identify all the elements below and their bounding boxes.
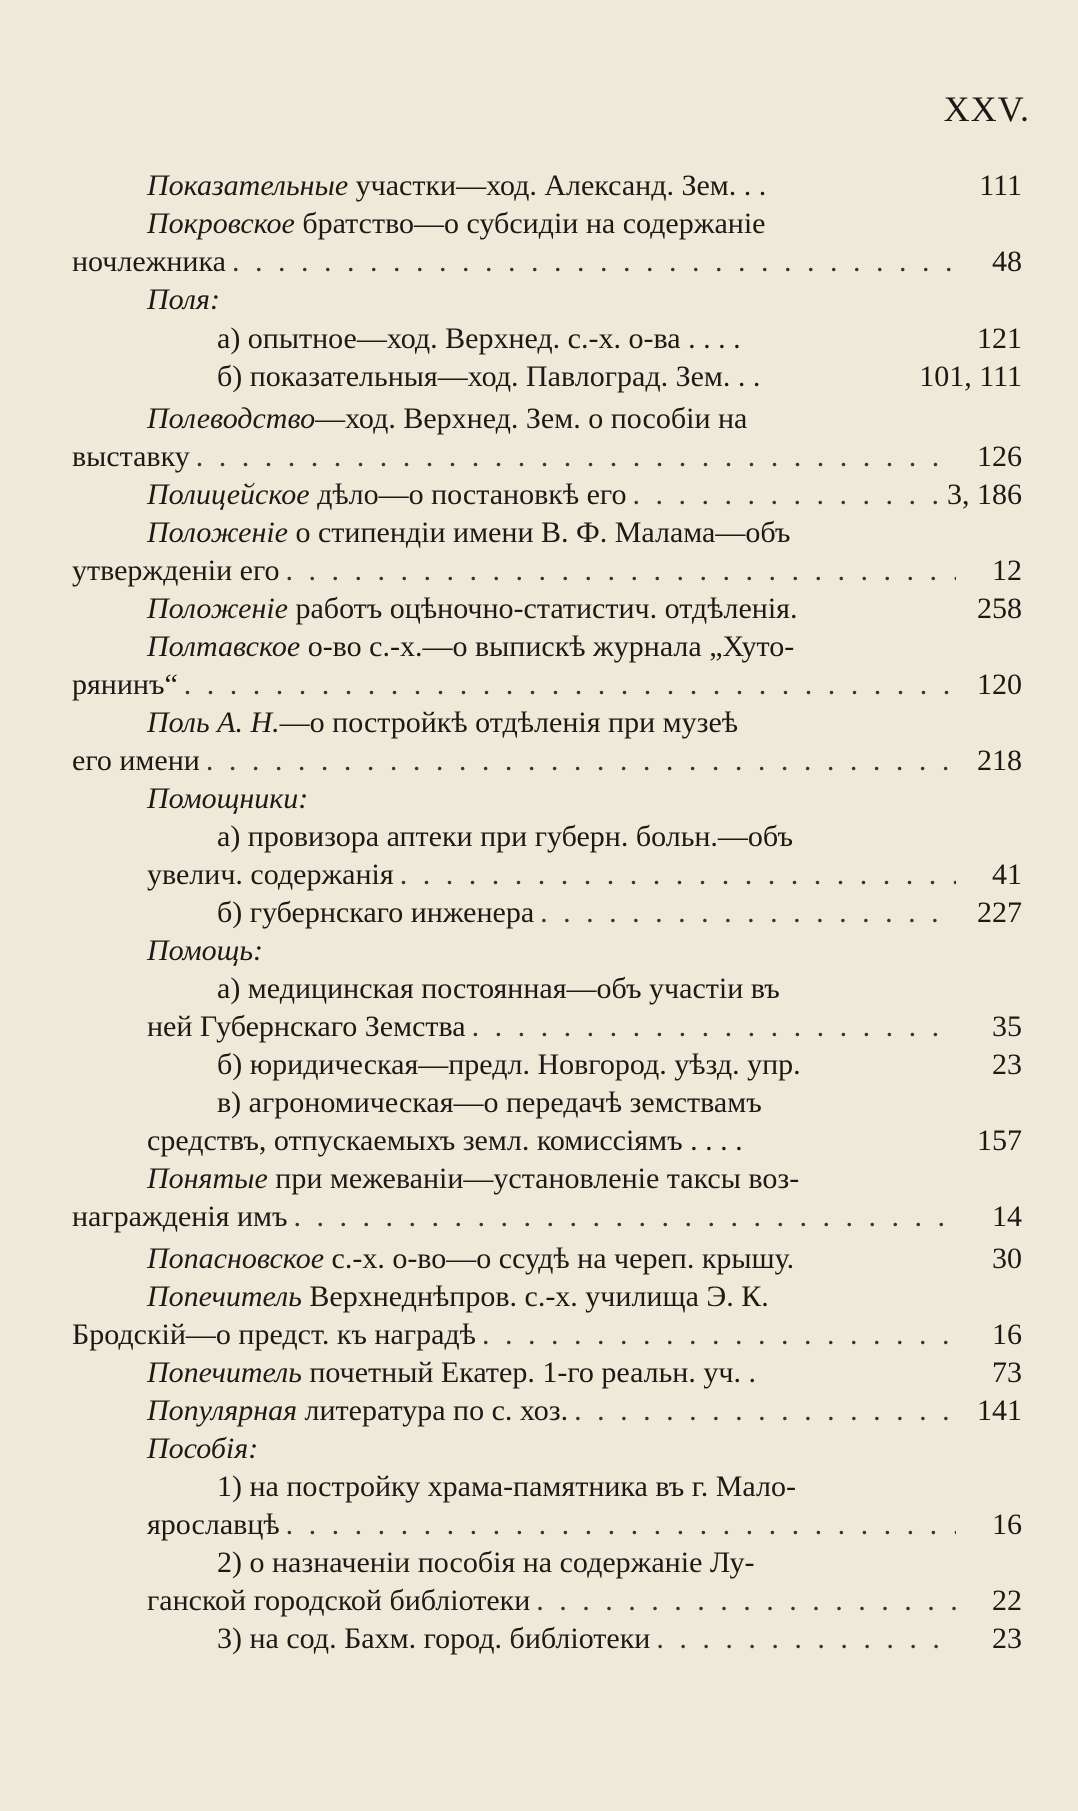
entry-line [72, 590, 1022, 628]
page-reference: 16 [992, 1318, 1022, 1351]
entry-description: б) показательныя—ход. Павлоград. Зем. . . [217, 360, 761, 393]
index-entry [72, 1354, 1022, 1392]
entry-description: о стипендіи имени В. Ф. Малама—объ [287, 516, 791, 549]
entry-description: а) провизора аптеки при губерн. больн.—объ [217, 820, 793, 853]
entry-text [147, 1582, 530, 1620]
index-entry [72, 590, 1022, 628]
page-reference: 3, 186 [947, 478, 1022, 511]
entry-keyword: Положеніе [147, 592, 288, 625]
entry-description: братство—о субсидіи на содержаніе [294, 207, 766, 240]
entry-text [147, 1160, 799, 1198]
entry-keyword: Пособія: [147, 1432, 259, 1465]
entry-line [72, 666, 1022, 704]
entry-description: при межеваніи—установленіе таксы воз- [267, 1162, 800, 1195]
index-entry [72, 780, 1022, 818]
entry-description: Верхнеднѣпров. с.-х. училища Э. К. [301, 1280, 769, 1313]
index-entry [72, 205, 1022, 281]
entry-line [72, 1316, 1022, 1354]
entry-keyword: Попасновское [147, 1242, 325, 1275]
page-reference: 121 [977, 322, 1022, 355]
index-entry [72, 1084, 1022, 1160]
index-entry [72, 358, 1022, 396]
entry-text [217, 1544, 754, 1582]
dot-leader [466, 1008, 956, 1046]
entry-keyword: Полтавское [147, 630, 301, 663]
index-entry [72, 628, 1022, 704]
entry-line [72, 1046, 1022, 1084]
entry-description: 3) на сод. Бахм. город. библіотеки [217, 1622, 651, 1655]
entry-keyword: Попечитель [147, 1280, 302, 1313]
index-entry [72, 281, 1022, 319]
dot-leader [650, 1620, 956, 1658]
entry-description: а) медицинская постоянная—объ участіи въ [217, 972, 780, 1005]
dot-leader [280, 1506, 956, 1544]
entry-description: б) юридическая—предл. Новгород. уѣзд. упр. [217, 1048, 801, 1081]
entry-text [72, 666, 178, 704]
entry-text [217, 818, 793, 856]
page-reference: 258 [977, 592, 1022, 625]
entry-line [72, 970, 1022, 1008]
entry-text [217, 1468, 796, 1506]
entry-description: средствъ, отпускаемыхъ земл. комиссіямъ . . . . [147, 1124, 743, 1157]
page-reference: 120 [977, 668, 1022, 701]
entry-text [147, 1240, 794, 1278]
entry-line [72, 320, 1022, 358]
index-entry [72, 1468, 1022, 1544]
entry-line [72, 742, 1022, 780]
index-entry [72, 894, 1022, 932]
entry-keyword: Полицейское [147, 478, 310, 511]
page-reference: 30 [992, 1242, 1022, 1275]
entry-line [72, 1354, 1022, 1392]
entry-description: дѣло—о постановкѣ его [309, 478, 627, 511]
entry-description: награжденія имъ [72, 1200, 288, 1233]
entry-text [147, 590, 797, 628]
page-reference: 35 [992, 1010, 1022, 1043]
index-entry [72, 1430, 1022, 1468]
entry-text [147, 400, 747, 438]
entry-line [72, 1008, 1022, 1046]
entry-text [217, 320, 741, 358]
dot-leader [200, 742, 956, 780]
entry-text [147, 1392, 568, 1430]
entry-line [72, 894, 1022, 932]
entry-line [72, 1544, 1022, 1582]
entry-text [147, 514, 790, 552]
page-reference: 41 [992, 858, 1022, 891]
entry-keyword: Поля: [147, 283, 220, 316]
entry-line [72, 818, 1022, 856]
entry-text [217, 1046, 801, 1084]
index-entry [72, 932, 1022, 970]
entry-text [147, 281, 220, 319]
page-reference: 157 [977, 1124, 1022, 1157]
entry-line [72, 243, 1022, 281]
entry-line [72, 514, 1022, 552]
entry-keyword: Понятые [147, 1162, 268, 1195]
entry-description: в) агрономическая—о передачѣ земствамъ [217, 1086, 762, 1119]
index-entry [72, 704, 1022, 780]
entry-description: литература по с. хоз. [297, 1394, 569, 1427]
dot-leader [190, 438, 956, 476]
dot-leader [626, 476, 941, 514]
entry-line [72, 281, 1022, 319]
entry-line [72, 205, 1022, 243]
entry-description: 1) на постройку храма-памятника въ г. Мало- [217, 1470, 796, 1503]
index-entry [72, 1046, 1022, 1084]
entry-description: Бродскій—о предст. къ наградѣ [72, 1318, 476, 1351]
dot-leader [476, 1316, 956, 1354]
page-reference: 23 [992, 1048, 1022, 1081]
entry-line [72, 628, 1022, 666]
page-reference: 12 [992, 554, 1022, 587]
entry-line [72, 1582, 1022, 1620]
entry-description: работъ оцѣночно-статистич. отдѣленія. [287, 592, 798, 625]
index-entry [72, 514, 1022, 590]
entry-description: с.-х. о-во—о ссудѣ на череп. крышу. [324, 1242, 795, 1275]
entry-text [147, 1122, 743, 1160]
entry-text [147, 205, 765, 243]
entry-text [72, 1198, 288, 1236]
entry-description: почетный Екатер. 1-го реальн. уч. . [301, 1356, 756, 1389]
entry-line [72, 400, 1022, 438]
entry-description: ней Губернскаго Земства [147, 1010, 466, 1043]
entry-text [217, 1620, 650, 1658]
entry-line [72, 704, 1022, 742]
entry-keyword: Полеводство [147, 402, 316, 435]
index-entry [72, 1278, 1022, 1354]
entry-line [72, 1620, 1022, 1658]
entry-line [72, 1278, 1022, 1316]
entry-description: б) губернскаго инженера [217, 896, 535, 929]
entry-text [147, 1278, 769, 1316]
entry-description: рянинъ“ [72, 668, 178, 701]
index-entry [72, 320, 1022, 358]
entry-description: ярославцѣ [147, 1508, 280, 1541]
entry-keyword: Попечитель [147, 1356, 302, 1389]
index-entry [72, 970, 1022, 1046]
entry-description: утвержденіи его [72, 554, 280, 587]
entry-line [72, 1468, 1022, 1506]
entry-text [217, 1084, 762, 1122]
entry-line [72, 552, 1022, 590]
entry-line [72, 1506, 1022, 1544]
entry-text [217, 358, 760, 396]
entry-line [72, 780, 1022, 818]
page-reference: 16 [992, 1508, 1022, 1541]
entry-description: его имени [72, 744, 200, 777]
index-entry [72, 1240, 1022, 1278]
entry-line [72, 1160, 1022, 1198]
entry-line [72, 167, 1022, 205]
index-entry [72, 818, 1022, 894]
entry-line [72, 932, 1022, 970]
page-reference: 111 [979, 169, 1022, 202]
page-number: XXV. [943, 89, 1030, 129]
entry-description: 2) о назначеніи пособія на содержаніе Лу- [217, 1546, 755, 1579]
entry-text [72, 742, 200, 780]
entry-description: —о постройкѣ отдѣленія при музеѣ [279, 706, 739, 739]
entry-line [72, 856, 1022, 894]
entry-line [72, 476, 1022, 514]
entry-text [72, 1316, 476, 1354]
entry-line [72, 1198, 1022, 1236]
entry-description: увелич. содержанія [147, 858, 394, 891]
index-entry [72, 1160, 1022, 1236]
entry-keyword: Поль А. Н. [147, 706, 280, 739]
entry-description: ночлежника [72, 245, 226, 278]
page-reference: 126 [977, 440, 1022, 473]
dot-leader [394, 856, 956, 894]
page-reference: 227 [977, 896, 1022, 929]
entry-text [147, 628, 794, 666]
entry-line [72, 1122, 1022, 1160]
entry-keyword: Положеніе [147, 516, 288, 549]
index-entry [72, 167, 1022, 205]
dot-leader [226, 243, 956, 281]
entry-keyword: Покровское [147, 207, 295, 240]
index-entry [72, 476, 1022, 514]
entry-keyword: Показательные [147, 169, 349, 202]
entry-text [147, 856, 394, 894]
entry-text [147, 1008, 466, 1046]
entry-description: выставку [72, 440, 190, 473]
entry-text [147, 476, 626, 514]
entry-text [147, 1430, 258, 1468]
page-reference: 48 [992, 245, 1022, 278]
entry-line [72, 1240, 1022, 1278]
entry-text [147, 1354, 756, 1392]
entry-text [147, 1506, 280, 1544]
entry-description: ганской городской библіотеки [147, 1584, 531, 1617]
entry-text [147, 167, 766, 205]
page-reference: 218 [977, 744, 1022, 777]
index-entry [72, 1620, 1022, 1658]
entry-line [72, 1392, 1022, 1430]
page-reference: 141 [977, 1394, 1022, 1427]
page-reference: 14 [992, 1200, 1022, 1233]
entry-text [147, 932, 263, 970]
dot-leader [534, 894, 956, 932]
index-entry [72, 1544, 1022, 1620]
entry-keyword: Популярная [147, 1394, 298, 1427]
entry-description: участки—ход. Александ. Зем. . . [348, 169, 767, 202]
index-entry [72, 400, 1022, 476]
entry-text [72, 552, 280, 590]
entry-keyword: Помощники: [147, 782, 309, 815]
entry-line [72, 1084, 1022, 1122]
entry-line [72, 438, 1022, 476]
entry-line [72, 1430, 1022, 1468]
page-reference: 101, 111 [919, 360, 1022, 393]
dot-leader [530, 1582, 956, 1620]
page-reference: 73 [992, 1356, 1022, 1389]
page-reference: 23 [992, 1622, 1022, 1655]
entry-text [147, 704, 738, 742]
entry-description: о-во с.-х.—о выпискѣ журнала „Хуто- [300, 630, 795, 663]
page-reference: 22 [992, 1584, 1022, 1617]
entry-text [217, 894, 534, 932]
entry-line [72, 358, 1022, 396]
entry-text [217, 970, 780, 1008]
entry-keyword: Помощь: [147, 934, 263, 967]
dot-leader [288, 1198, 956, 1236]
dot-leader [568, 1392, 956, 1430]
dot-leader [280, 552, 956, 590]
dot-leader [178, 666, 956, 704]
entry-description: —ход. Верхнед. Зем. о пособіи на [315, 402, 748, 435]
entry-text [147, 780, 308, 818]
entry-text [72, 243, 226, 281]
entry-description: а) опытное—ход. Верхнед. с.-х. о-ва . . . . [217, 322, 741, 355]
index-entry [72, 1392, 1022, 1430]
entry-text [72, 438, 190, 476]
